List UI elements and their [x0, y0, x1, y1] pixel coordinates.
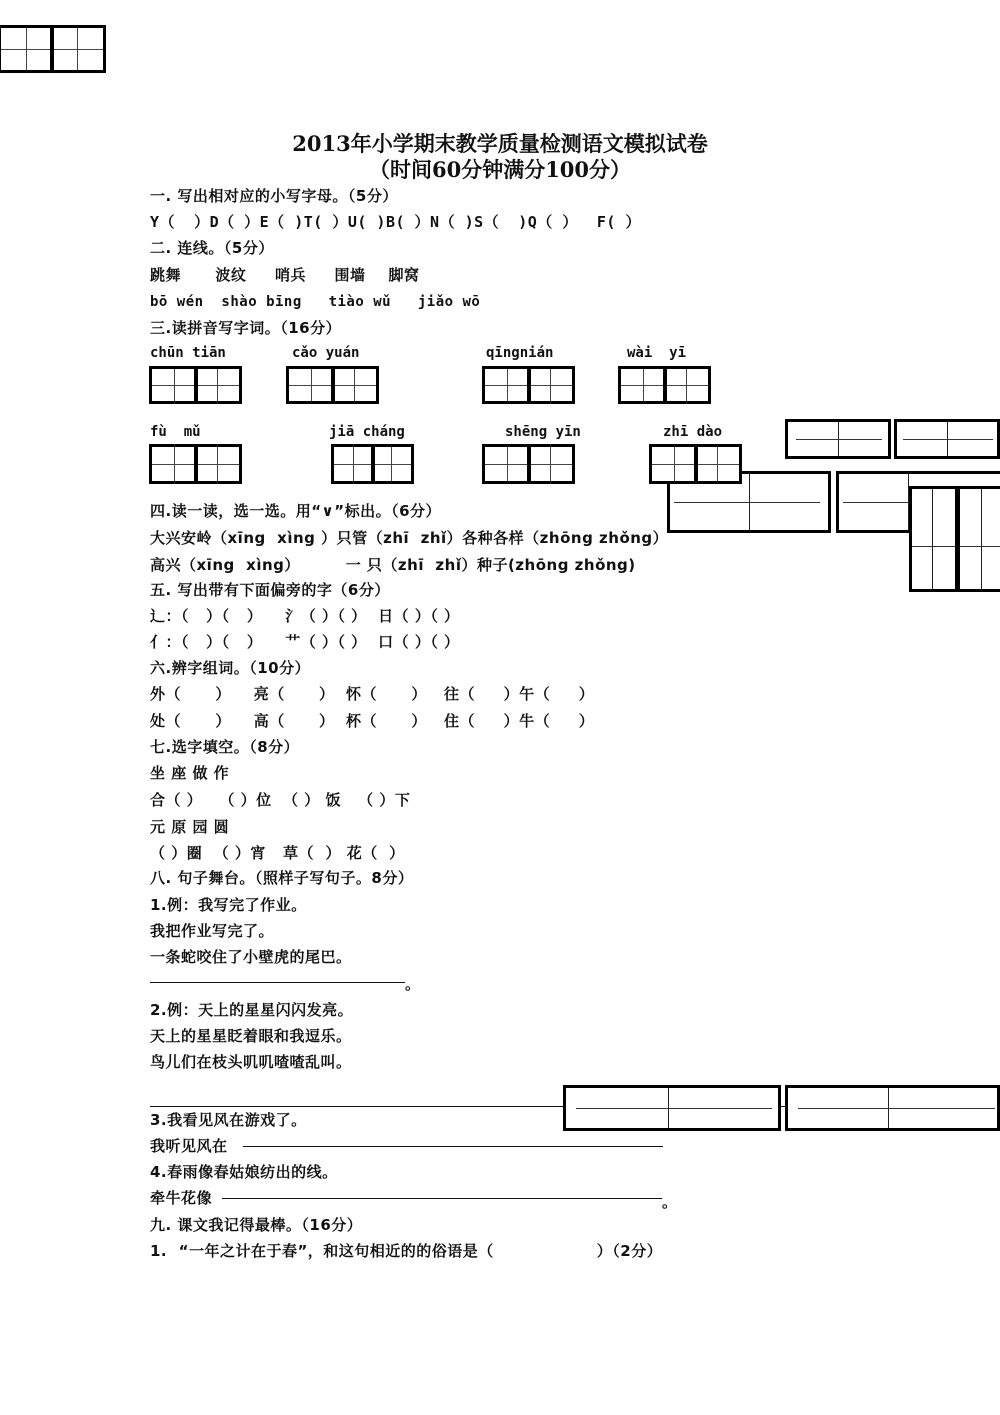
example-2-sample: 天上的星星眨着眼和我逗乐。 [150, 1027, 352, 1045]
period: 。 [405, 975, 421, 993]
corner-grid-box [0, 25, 106, 73]
stray-box [894, 419, 1000, 459]
section-3-heading: 三.读拼音写字词。（16分） [150, 319, 342, 337]
section-7-fill-1: 合（ ） （ ）位 （ ） 饭 （ ）下 [150, 791, 411, 809]
pinyin-label: fù mǔ [150, 424, 201, 440]
section-1-heading: 一. 写出相对应的小写字母。（5分） [150, 187, 398, 205]
answer-grid[interactable] [149, 366, 242, 404]
section-2-heading: 二. 连线。（5分） [150, 239, 274, 257]
stray-box [563, 1085, 781, 1131]
section-9-question-1: 1. “一年之计在于春”，和这句相近的的俗语是（ ）（2分） [150, 1242, 663, 1260]
example-1-sample: 我把作业写完了。 [150, 922, 275, 940]
example-2-prompt: 鸟儿们在枝头叽叽喳喳乱叫。 [150, 1053, 352, 1071]
section-6-heading: 六.辨字组词。（10分） [150, 659, 311, 677]
pinyin-label: zhī dào [663, 424, 723, 440]
example-2-label: 2.例：天上的星星闪闪发亮。 [150, 1001, 354, 1019]
example-3-label: 3.我看见风在游戏了。 [150, 1111, 307, 1129]
section-9-heading: 九. 课文我记得最棒。（16分） [150, 1216, 363, 1234]
stray-vertical-grid [909, 486, 1000, 592]
section-5-heading: 五. 写出带有下面偏旁的字（6分） [150, 581, 390, 599]
pinyin-label: shēng yīn [505, 424, 581, 440]
answer-line[interactable] [222, 1198, 662, 1199]
answer-grid[interactable] [618, 366, 711, 404]
answer-grid[interactable] [331, 444, 414, 484]
pinyin-label: qīngnián [486, 345, 554, 361]
section-4-line-2: 高兴（xīng xìng） 一 只（zhī zhǐ）种子(zhōng zhǒng) [150, 556, 636, 574]
answer-grid[interactable] [482, 444, 575, 484]
stray-box [785, 419, 891, 459]
section-5-line-2: 亻：（ ）（ ） 艹（ ）（ ） 口（ ）（ ） [150, 633, 460, 651]
example-4-prompt: 牵牛花像 [150, 1189, 213, 1207]
section-5-line-1: 辶：（ ）（ ） 氵（ ）（ ） 日（ ）（ ） [150, 607, 460, 625]
section-8-heading: 八. 句子舞台。（照样子写句子。8分） [150, 869, 414, 887]
section-6-line-1: 外（ ） 亮（ ） 怀（ ） 往（ ）午（ ） [150, 685, 595, 703]
answer-grid[interactable] [286, 366, 379, 404]
page-subtitle: （时间60分钟满分100分） [368, 157, 632, 182]
example-4-label: 4.春雨像春姑娘纺出的线。 [150, 1163, 338, 1181]
pinyin-label: chūn tiān [150, 345, 226, 361]
answer-grid[interactable] [149, 444, 242, 484]
section-7-fill-2: （ ）圈 （ ）宵 草（ ） 花（ ） [150, 844, 405, 862]
section-2-pinyin: bō wén shào bīng tiào wǔ jiǎo wō [150, 294, 481, 310]
pinyin-label: wài yī [627, 345, 687, 361]
section-7-heading: 七.选字填空。（8分） [150, 738, 300, 756]
example-3-prompt: 我听见风在 [150, 1137, 228, 1155]
page-title: 2013年小学期末教学质量检测语文模拟试卷 [292, 131, 708, 156]
section-4-line-1: 大兴安岭（xīng xìng ）只管（zhī zhǐ）各种各样（zhōng zhǒng） [150, 529, 669, 547]
example-1-label: 1.例：我写完了作业。 [150, 896, 307, 914]
section-6-line-2: 处（ ） 高（ ） 杯（ ） 住（ ）牛（ ） [150, 712, 595, 730]
section-2-words: 跳舞 波纹 哨兵 围墙 脚窝 [150, 266, 420, 284]
stray-box [785, 1085, 1000, 1131]
section-7-chars-1: 坐 座 做 作 [150, 764, 230, 782]
section-1-letters: Y（ ）D（ ）E（ )T( ）U( )B( ）N（ )S（ )Q（ ） F( ） [150, 213, 641, 231]
answer-grid[interactable] [482, 366, 575, 404]
pinyin-label: cǎo yuán [292, 345, 360, 361]
section-4-heading: 四.读一读，选一选。用“∨”标出。（6分） [150, 502, 442, 520]
answer-grid[interactable] [649, 444, 742, 484]
period: 。 [662, 1193, 678, 1211]
answer-line[interactable] [243, 1146, 663, 1147]
pinyin-label: jiā cháng [329, 424, 405, 440]
example-1-prompt: 一条蛇咬住了小壁虎的尾巴。 [150, 948, 352, 966]
answer-line[interactable] [150, 982, 405, 983]
answer-line[interactable] [150, 1106, 565, 1107]
section-7-chars-2: 元 原 园 圆 [150, 818, 230, 836]
